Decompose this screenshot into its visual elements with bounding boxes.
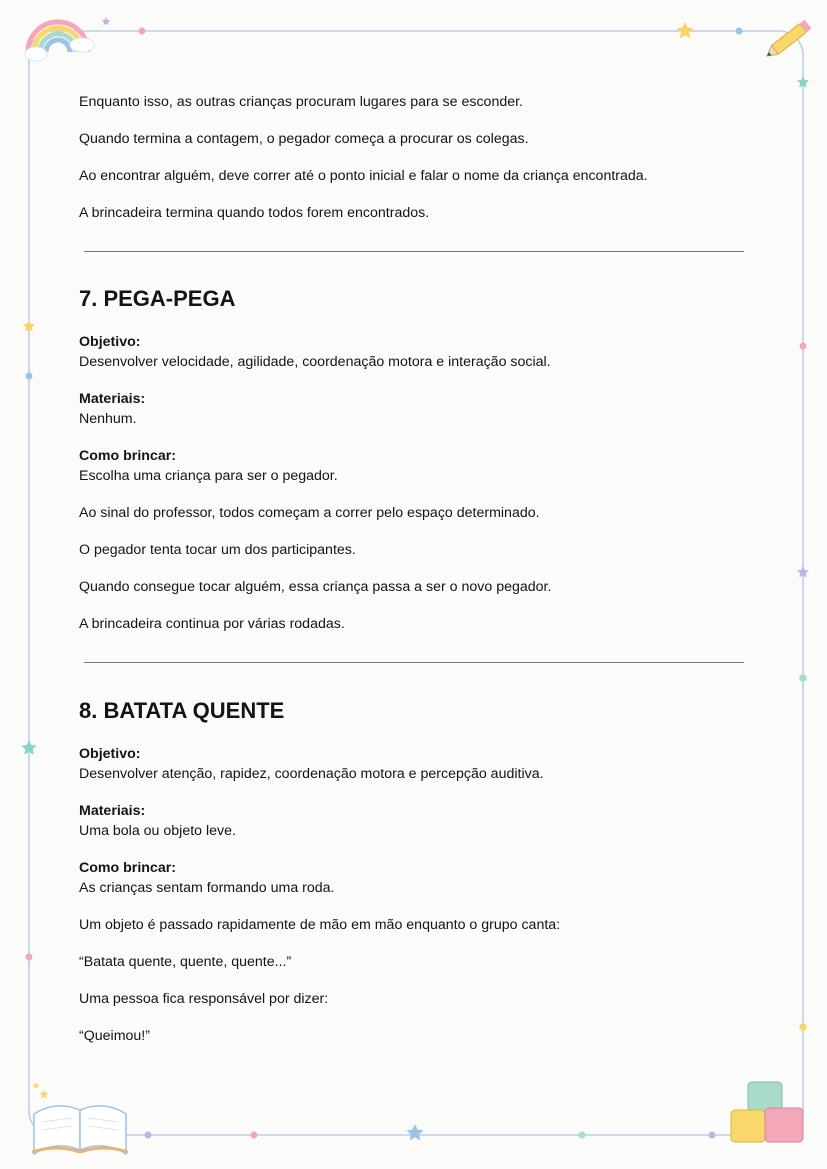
pencil-icon bbox=[764, 20, 812, 61]
materials-text: Uma bola ou objeto leve. bbox=[79, 823, 236, 839]
howto-label: Como brincar: bbox=[79, 448, 176, 464]
objective-label: Objetivo: bbox=[79, 334, 141, 350]
step-text: O pegador tenta tocar um dos participantes. bbox=[79, 542, 356, 558]
materials-label: Materiais: bbox=[79, 803, 146, 819]
materials-label: Materiais: bbox=[79, 391, 146, 407]
step-text: Ao sinal do professor, todos começam a correr pelo espaço determinado. bbox=[79, 505, 540, 521]
section-title: 7. PEGA-PEGA bbox=[79, 286, 236, 311]
step-text: A brincadeira continua por várias rodadas. bbox=[79, 616, 345, 632]
step-text: “Queimou!” bbox=[79, 1028, 150, 1044]
step-text: Um objeto é passado rapidamente de mão em mão enquanto o grupo canta: bbox=[79, 917, 561, 933]
star-icon bbox=[676, 22, 693, 38]
intro-paragraph: Ao encontrar alguém, deve correr até o ponto inicial e falar o nome da criança encontrada. bbox=[79, 168, 648, 184]
materials-text: Nenhum. bbox=[79, 411, 137, 427]
star-icon bbox=[33, 1082, 40, 1089]
objective-text: Desenvolver atenção, rapidez, coordenação motora e percepção auditiva. bbox=[79, 766, 544, 782]
open-book-icon bbox=[32, 1106, 128, 1154]
star-icon bbox=[40, 1090, 49, 1098]
star-icon bbox=[102, 17, 111, 25]
objective-text: Desenvolver velocidade, agilidade, coordenação motora e interação social. bbox=[79, 354, 551, 370]
rainbow-icon bbox=[25, 22, 94, 61]
section-title: 8. BATATA QUENTE bbox=[79, 698, 285, 723]
star-icon bbox=[406, 1124, 423, 1140]
step-text: “Batata quente, quente, quente...” bbox=[79, 954, 292, 970]
step-text: Quando consegue tocar alguém, essa criança passa a ser o novo pegador. bbox=[79, 579, 552, 595]
objective-label: Objetivo: bbox=[79, 746, 141, 762]
step-text: As crianças sentam formando uma roda. bbox=[79, 880, 335, 896]
intro-paragraph: Enquanto isso, as outras crianças procuram lugares para se esconder. bbox=[79, 94, 523, 110]
step-text: Escolha uma criança para ser o pegador. bbox=[79, 468, 338, 484]
toy-blocks-icon bbox=[731, 1082, 803, 1142]
intro-paragraph: Quando termina a contagem, o pegador começa a procurar os colegas. bbox=[79, 131, 529, 147]
intro-paragraph: A brincadeira termina quando todos forem encontrados. bbox=[79, 205, 430, 221]
section-divider bbox=[84, 251, 744, 252]
step-text: Uma pessoa fica responsável por dizer: bbox=[79, 991, 329, 1007]
section-divider bbox=[84, 662, 744, 663]
howto-label: Como brincar: bbox=[79, 860, 176, 876]
